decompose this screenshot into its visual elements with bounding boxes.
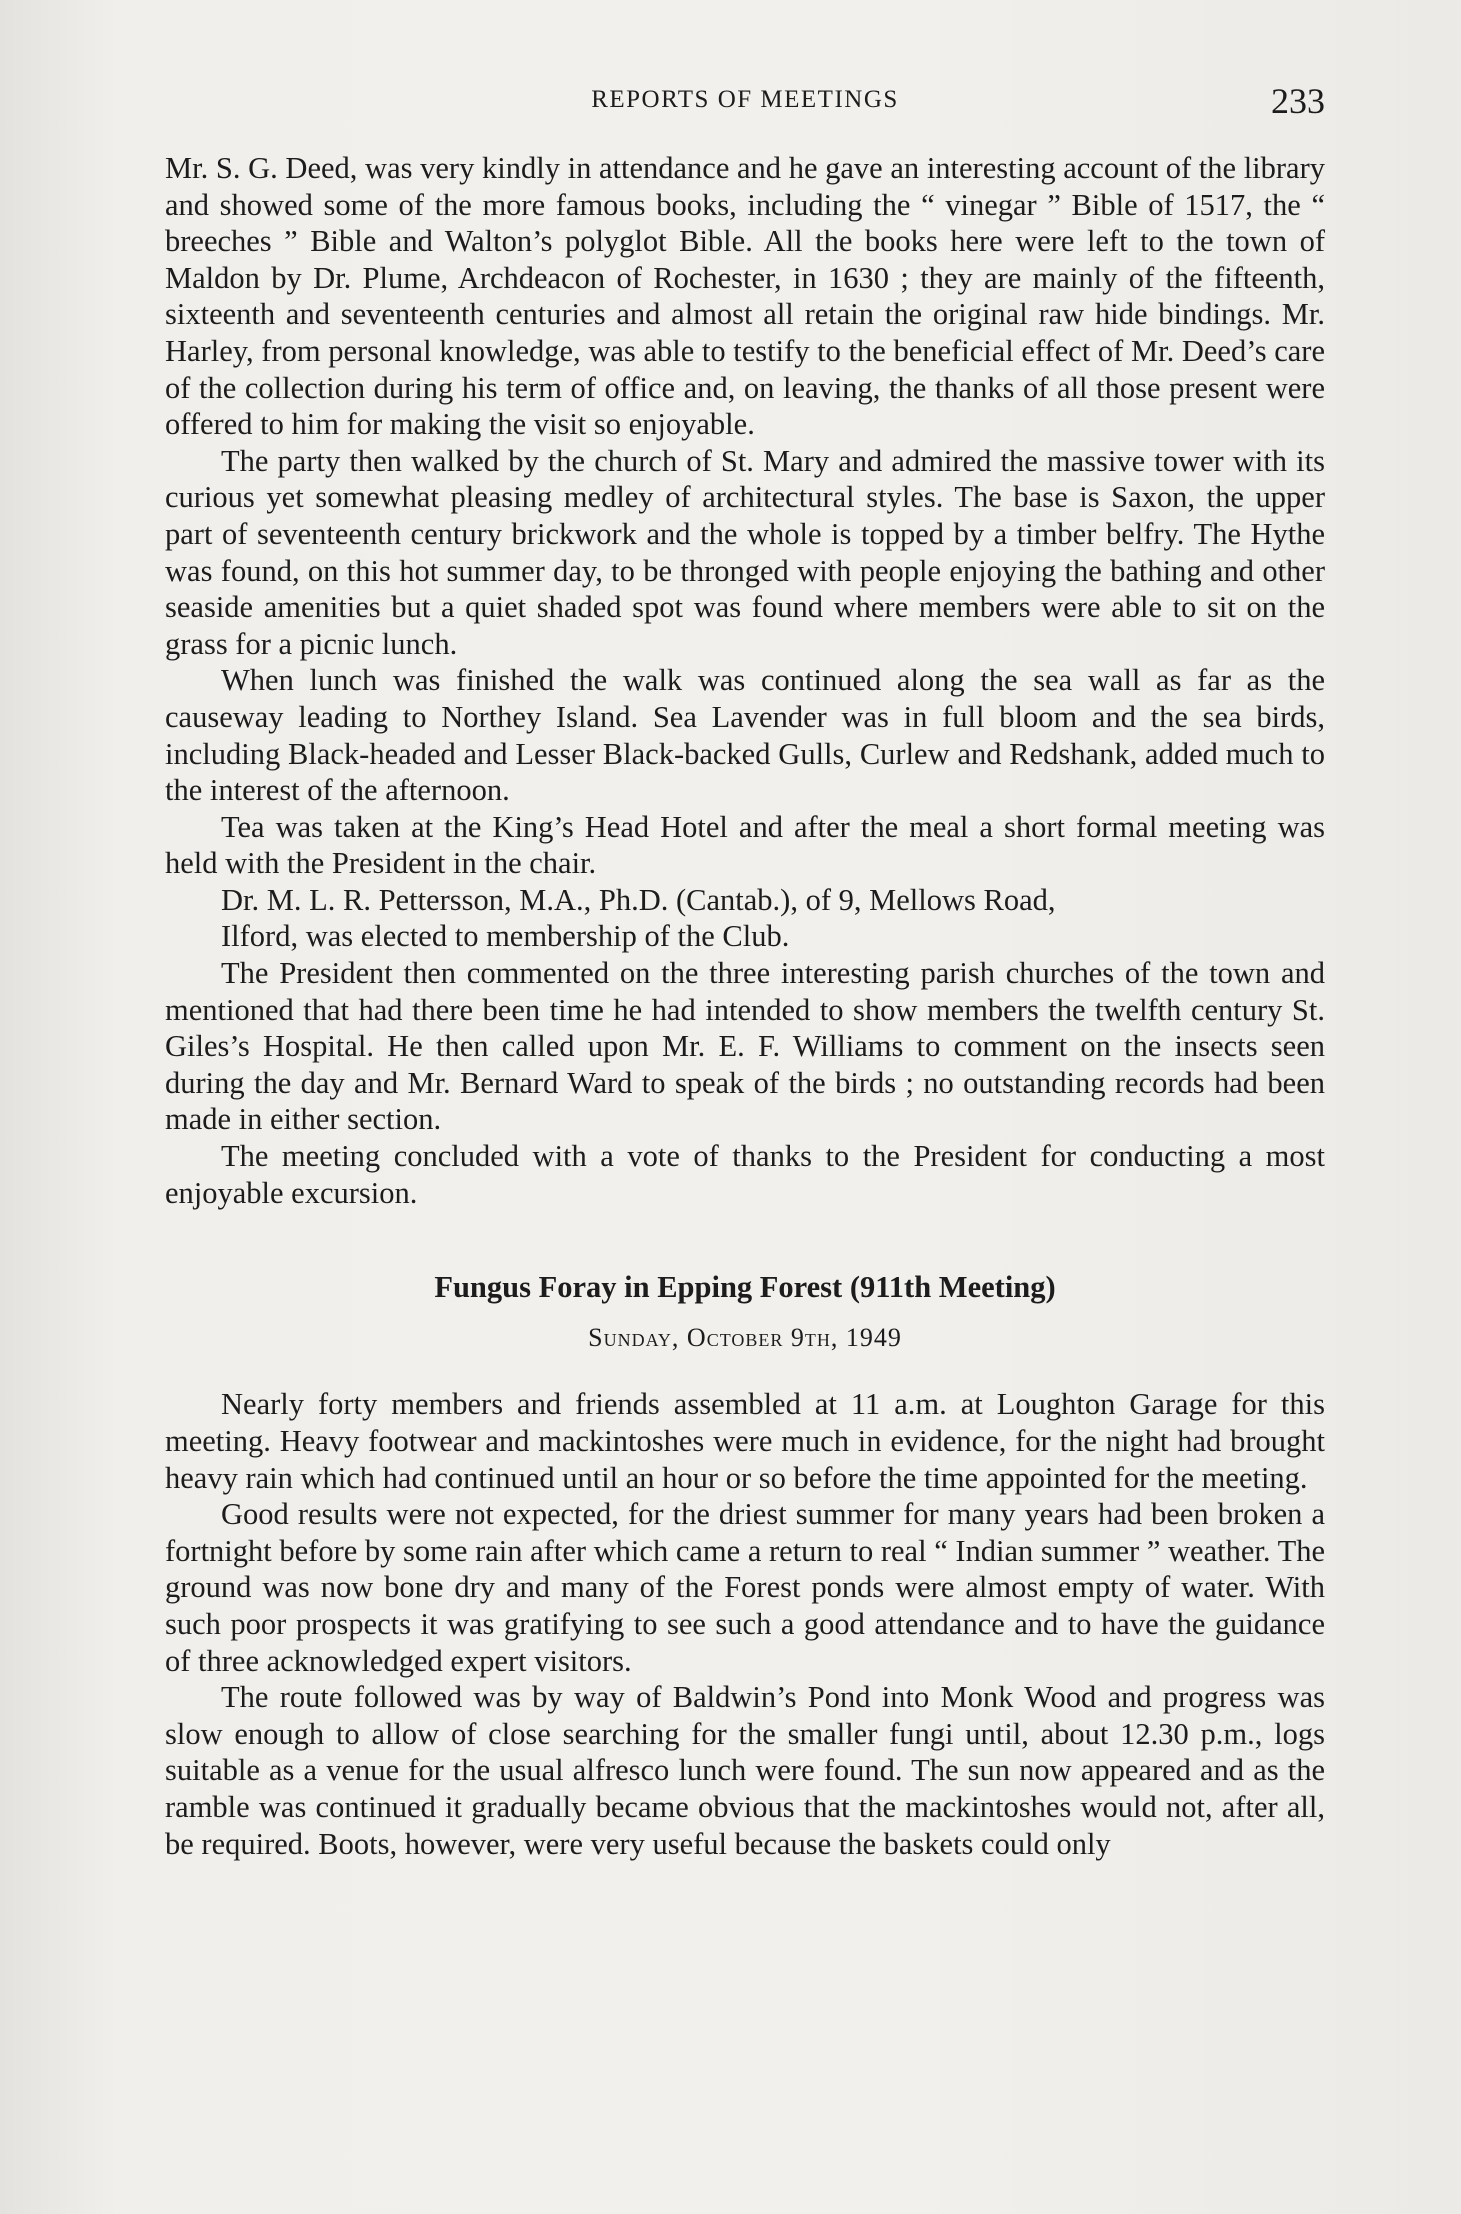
paragraph: When lunch was finished the walk was continued along the sea wall as far as the causeway leading to Northey Island. Sea Lavender was in full bloom and the sea birds, including Black-headed and Lesser Black-backed Gulls, Curlew and Redshank, added much to the interest of the afternoon. bbox=[165, 663, 1325, 808]
running-head: REPORTS OF MEETINGS bbox=[591, 86, 899, 113]
paragraph: The party then walked by the church of St. Mary and admired the massive tower with its curious yet somewhat pleasing medley of architectural styles. The base is Saxon, the upper part of seventeenth century brickwork and the whole is topped by a timber belfry. The Hythe was found, on this hot summer day, to be thronged with people enjoying the bathing and other seaside amenities but a quiet shaded spot was found where members were able to sit on the grass for a picnic lunch. bbox=[165, 443, 1325, 661]
page-body bbox=[165, 150, 1325, 1862]
paragraph: Good results were not expected, for the driest summer for many years had been broken a fortnight before by some rain after which came a return to real “ Indian summer ” weather. The ground was now bone dry and many of the Forest ponds were almost empty of water. With such poor prospects it was gratifying to see such a good attendance and to have the guidance of three acknowledged expert visitors. bbox=[165, 1497, 1325, 1678]
page-header bbox=[165, 80, 1325, 130]
membership-line: Ilford, was elected to membership of the Club. bbox=[221, 919, 790, 954]
paragraph: The meeting concluded with a vote of thanks to the President for conducting a most enjoyable excursion. bbox=[165, 1139, 1325, 1210]
membership-notice bbox=[165, 882, 1325, 955]
section-title: Fungus Foray in Epping Forest (911th Meeting) bbox=[434, 1270, 1056, 1305]
paragraph: The route followed was by way of Baldwin’s Pond into Monk Wood and progress was slow enough to allow of close searching for the smaller fungi until, about 12.30 p.m., logs suitable as a venue for the usual alfresco lunch were found. The sun now appeared and as the ramble was continued it gradually became obvious that the mackintoshes would not, after all, be required. Boots, however, were very useful because the baskets could only bbox=[165, 1680, 1325, 1861]
paragraph: The President then commented on the three interesting parish churches of the town and mentioned that had there been time he had intended to show members the twelfth century St. Giles’s Hospital. He then called upon Mr. E. F. Williams to comment on the insects seen during the day and Mr. Bernard Ward to speak of the birds ; no outstanding records had been made in either section. bbox=[165, 956, 1325, 1137]
membership-line: Dr. M. L. R. Pettersson, M.A., Ph.D. (Cantab.), of 9, Mellows Road, bbox=[221, 882, 1056, 917]
section-date: Sunday, October 9th, 1949 bbox=[588, 1322, 902, 1352]
paragraph: Mr. S. G. Deed, was very kindly in attendance and he gave an interesting account of the library and showed some of the more famous books, including the “ vinegar ” Bible of 1517, the “ breeches ” Bible and Walton’s polyglot Bible. All the books here were left to the town of Maldon by Dr. Plume, Archdeacon of Rochester, in 1630 ; they are mainly of the fifteenth, sixteenth and seventeenth centuries and almost all retain the original raw hide bindings. Mr. Harley, from personal knowledge, was able to testify to the beneficial effect of Mr. Deed’s care of the collection during his term of office and, on leaving, the thanks of all those present were offered to him for making the visit so enjoyable. bbox=[165, 151, 1325, 442]
paragraph: Nearly forty members and friends assembled at 11 a.m. at Loughton Garage for this meeting. Heavy footwear and mackintoshes were much in evidence, for the night had brought heavy rain which had continued until an hour or so before the time appointed for the meeting. bbox=[165, 1387, 1325, 1495]
paragraph: Tea was taken at the King’s Head Hotel and after the meal a short formal meeting was held with the President in the chair. bbox=[165, 809, 1325, 881]
page-number: 233 bbox=[1271, 81, 1325, 121]
